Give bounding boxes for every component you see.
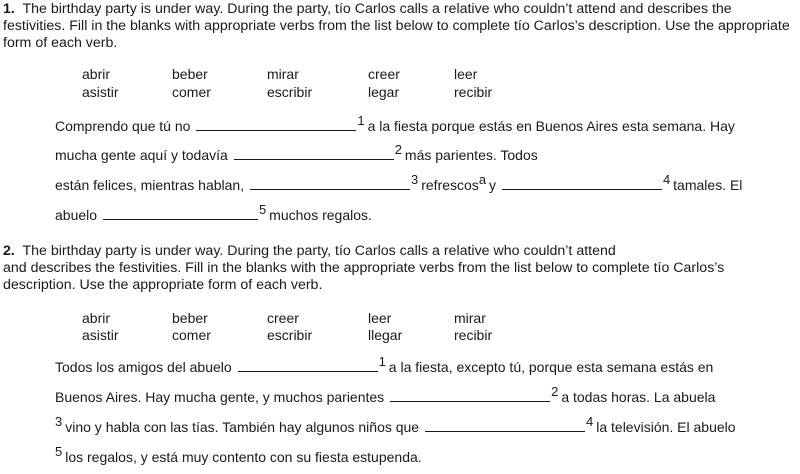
sentence-text: muchos regalos. — [269, 207, 372, 223]
blank-1[interactable] — [196, 118, 356, 131]
q1-intro-text: The birthday party is under way. During the party, tío Carlos calls a relative who couldn’t attend and describes the festivities. Fill in the blanks with appropriate verbs from the list below to complete tío Carlos’s description. Use the appropriate form of each verb. — [3, 1, 790, 51]
sentence-text: los regalos, y está muy contento con su fiesta estupenda. — [65, 449, 422, 465]
word-bank-item: creer — [267, 310, 299, 326]
q2-line-2 — [55, 384, 716, 407]
q2-intro-rest: and describes the festivities. Fill in the blanks with the appropriate verbs from the list below to complete tío Carlos’s description. Use the appropriate form of each verb. — [3, 260, 725, 293]
blank-3[interactable] — [250, 177, 410, 190]
word-bank-item: leer — [454, 66, 478, 82]
blank-number: 2 — [551, 384, 559, 399]
word-bank-item: beber — [172, 66, 208, 82]
q1-number: 1. — [3, 1, 15, 17]
footnote-marker: a — [478, 172, 487, 187]
word-bank-item: abrir — [82, 310, 111, 326]
sentence-text: tamales. El — [673, 177, 743, 193]
blank-2[interactable] — [234, 147, 394, 160]
blank-number: 3 — [411, 172, 419, 187]
q2-line-4 — [55, 444, 422, 467]
word-bank-item: comer — [172, 327, 211, 343]
word-bank-item: asistir — [82, 327, 119, 343]
q1-instructions — [3, 1, 793, 52]
blank-number: 3 — [55, 414, 63, 429]
blank-number: 5 — [55, 444, 63, 459]
q1-line-2 — [55, 142, 538, 165]
sentence-text: Buenos Aires. Hay mucha gente, y muchos parientes — [55, 389, 385, 405]
sentence-text: Todos los amigos del abuelo — [55, 359, 232, 375]
word-bank-item: llegar — [368, 327, 403, 343]
blank-4[interactable] — [425, 419, 585, 432]
word-bank-item: creer — [368, 66, 400, 82]
q2-intro-line1: The birthday party is under way. During the party, tío Carlos calls a relative who couldn’t attend — [22, 243, 616, 259]
sentence-text: abuelo — [55, 207, 98, 223]
sentence-text: están felices, mientras hablan, — [55, 177, 245, 193]
q2-instructions — [3, 243, 793, 294]
word-bank-item: mirar — [267, 66, 299, 82]
q1-line-3 — [55, 172, 743, 195]
sentence-text: mucha gente aquí y todavía — [55, 147, 228, 163]
word-bank-item: mirar — [454, 310, 486, 326]
sentence-text: refrescos — [421, 177, 479, 193]
sentence-text: la televisión. El abuelo — [596, 419, 736, 435]
blank-number: 1 — [378, 354, 386, 369]
q1-line-4 — [55, 202, 372, 225]
word-bank-item: abrir — [82, 66, 111, 82]
word-bank-item: legar — [368, 84, 400, 100]
sentence-text: a la fiesta, excepto tú, porque esta semana estás en — [388, 359, 714, 375]
sentence-text: Comprendo que tú no — [55, 118, 191, 134]
sentence-text: vino y habla con las tías. También hay algunos niños que — [65, 419, 420, 435]
word-bank-item: asistir — [82, 84, 119, 100]
blank-number: 4 — [662, 172, 671, 187]
blank-number: 2 — [394, 142, 402, 157]
blank-1[interactable] — [238, 359, 378, 372]
q2-line-3 — [55, 414, 736, 437]
word-bank-item: recibir — [454, 84, 493, 100]
blank-number: 4 — [586, 414, 594, 429]
blank-4[interactable] — [502, 177, 662, 190]
blank-number: 1 — [357, 113, 365, 128]
q2-line-1 — [55, 354, 714, 377]
sentence-text: más parientes. Todos — [404, 147, 538, 163]
word-bank-item: leer — [368, 310, 392, 326]
sentence-text: a la fiesta porque estás en Buenos Aires esta semana. Hay — [367, 118, 735, 134]
sentence-text: y — [489, 177, 497, 193]
word-bank-item: comer — [172, 84, 211, 100]
blank-2[interactable] — [390, 389, 550, 402]
blank-number: 5 — [258, 202, 267, 217]
q2-number: 2. — [3, 243, 15, 259]
sentence-text: a todas horas. La abuela — [561, 389, 716, 405]
word-bank-item: escribir — [267, 327, 313, 343]
blank-5[interactable] — [103, 207, 258, 220]
word-bank-item: escribir — [267, 84, 313, 100]
q1-line-1 — [55, 113, 735, 136]
word-bank-item: beber — [172, 310, 208, 326]
word-bank-item: recibir — [454, 327, 493, 343]
